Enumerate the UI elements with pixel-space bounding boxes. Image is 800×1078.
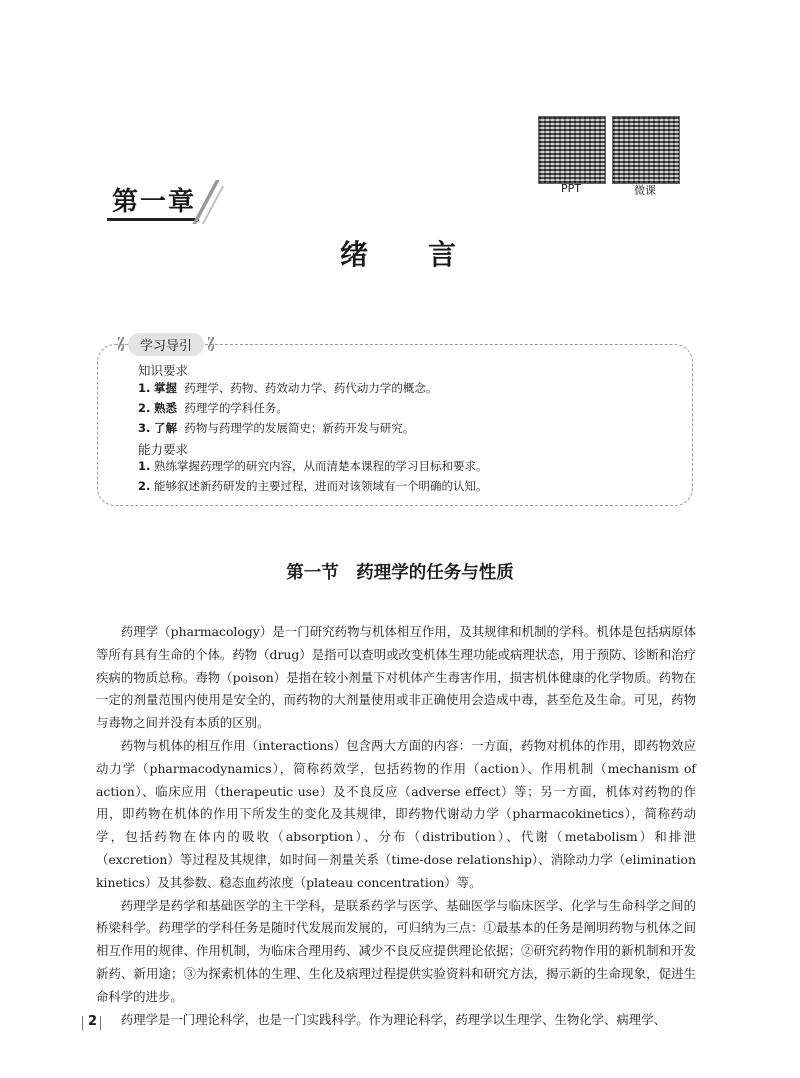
qr-label-video: 微课 [634, 184, 656, 197]
chapter-title-char-2: 言 [428, 238, 457, 271]
chapter-title [340, 233, 456, 273]
chapter-label: 第一章 [112, 187, 197, 217]
study-guide-tag: 学习导引 [128, 333, 204, 356]
paragraph: 药物与机体的相互作用（interactions）包含两大方面的内容：一方面，药物对机体的作用，即药物效应动力学（pharmacodynamics），简称药效学，包括药物的作用（action）、作用机制（mechanism of action）、临床应用（therapeutic use）及不良反应（adverse effect）等；另一方面，机体对药物的作用，即药物在机体的作用下所发生的变化及其规律，即药物代谢动力学（pharmacokinetics），简称药动学，包括药物在体内的吸收（absorption）、分布（distribution）、代谢（metabolism）和排泄（excretion）等过程及其规律，如时间－剂量关系（time-dose relationship）、消除动力学（elimination kinetics）及其参数、稳态血药浓度（plateau concentration）等。 [96, 737, 696, 890]
paragraph: 药理学（pharmacology）是一门研究药物与机体相互作用，及其规律和机制的学科。机体是包括病原体等所有具有生命的个体。药物（drug）是指可以查明或改变机体生理功能或病理状态，用于预防、诊断和治疗疾病的物质总称。毒物（poison）是指在较小剂量下对机体产生毒害作用，损害机体健康的化学物质。药物在一定的剂量范围内使用是安全的，而药物的大剂量使用或非正确使用会造成中毒，甚至危及生命。可见，药物与毒物之间并没有本质的区别。 [96, 624, 696, 731]
knowledge-item-3: 3. 了解 药物与药理学的发展简史；新药开发与研究。 [138, 421, 415, 435]
chapter-underline [107, 218, 199, 221]
knowledge-item-2: 2. 熟悉 药理学的学科任务。 [138, 401, 288, 415]
ability-item-1: 1. 熟练掌握药理学的研究内容，从而清楚本课程的学习目标和要求。 [138, 459, 488, 473]
qr-code-ppt[interactable] [538, 116, 606, 184]
body-text [96, 621, 696, 1031]
qr-label-ppt: PPT [561, 182, 581, 195]
page-number-bar-right [100, 1016, 101, 1030]
paragraph: 药理学是药学和基础医学的主干学科，是联系药学与医学、基础医学与临床医学、化学与生命科学之间的桥梁科学。药理学的学科任务是随时代发展而发展的，可归纳为三点：①最基本的任务是阐明药物与机体之间相互作用的规律、作用机制，为临床合理用药、减少不良反应提供理论依据；②研究药物作用的新机制和开发新药、新用途；③为探索机体的生理、生化及病理过程提供实验资料和研究方法，揭示新的生命现象，促进生命科学的进步。 [96, 897, 696, 1004]
chapter-title-char-1: 绪 [340, 238, 369, 271]
qr-code-video[interactable] [612, 116, 680, 184]
knowledge-heading: 知识要求 [138, 363, 189, 378]
page-number-bar-left [82, 1016, 83, 1030]
paragraph: 药理学是一门理论科学，也是一门实践科学。作为理论科学，药理学以生理学、生物化学、病理学、 [120, 1011, 666, 1027]
ability-item-2: 2. 能够叙述新药研发的主要过程，进而对该领域有一个明确的认知。 [138, 479, 488, 493]
ability-heading: 能力要求 [138, 442, 189, 457]
section-title: 第一节 药理学的任务与性质 [286, 563, 514, 583]
knowledge-item-1: 1. 掌握 药理学、药物、药效动力学、药代动力学的概念。 [138, 381, 438, 395]
page-number: 2 [88, 1014, 98, 1029]
